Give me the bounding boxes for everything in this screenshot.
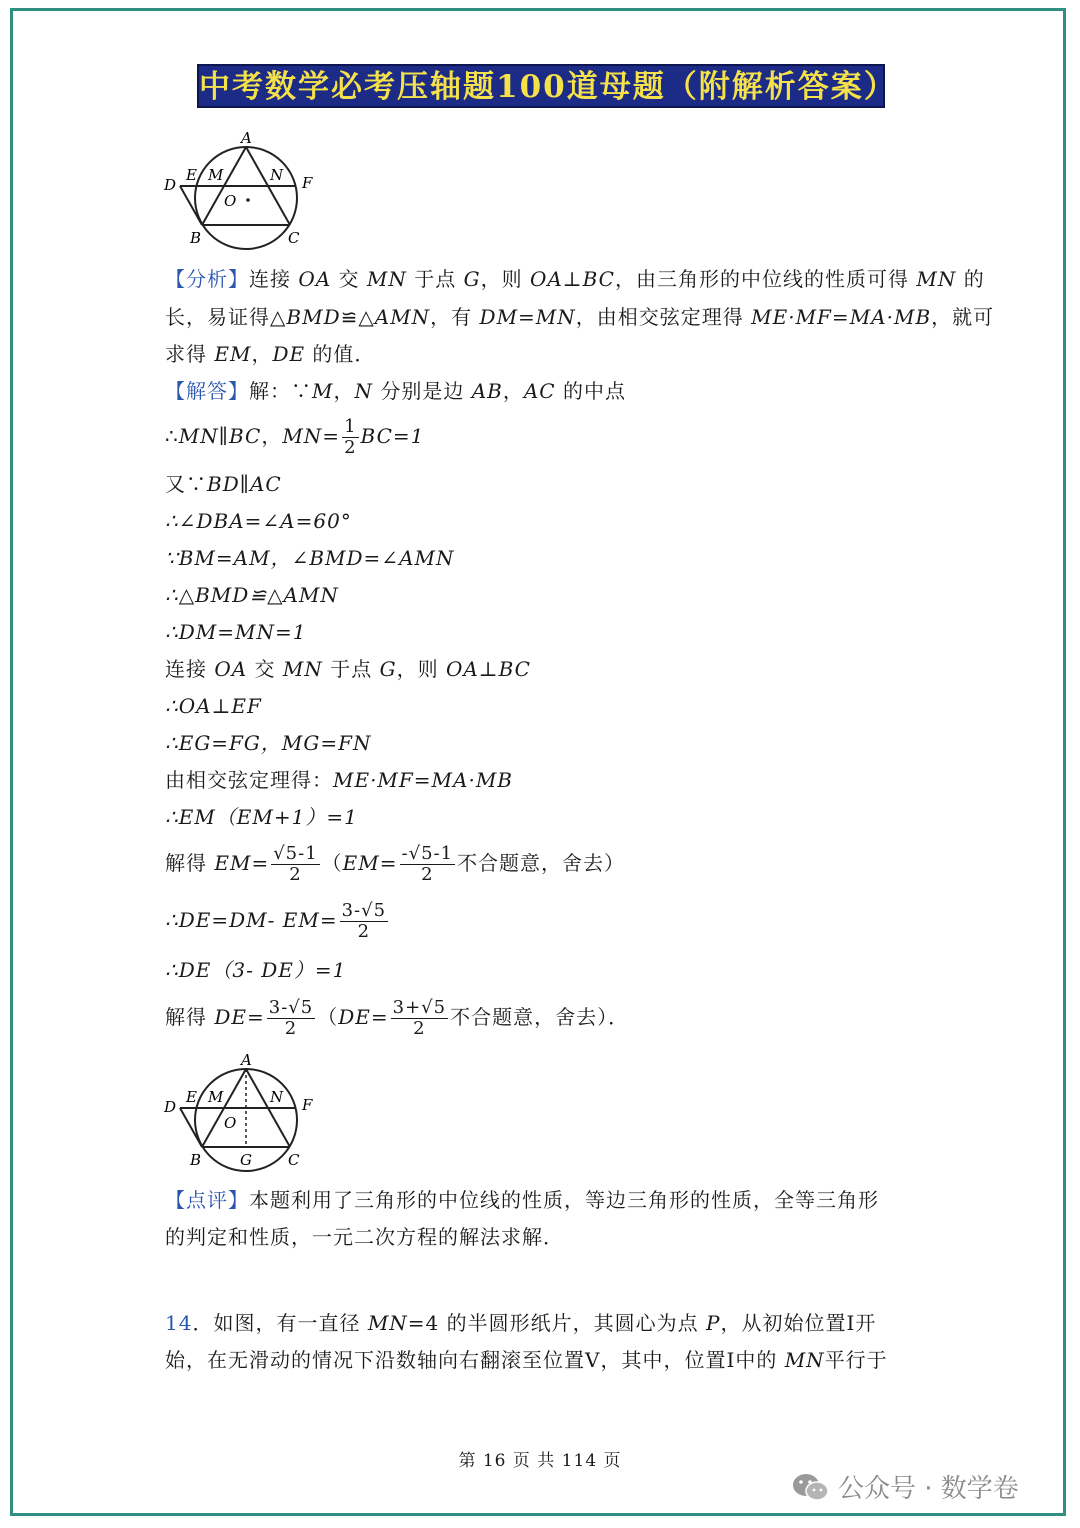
svg-text:M: M <box>208 1088 224 1106</box>
circle-o <box>195 147 297 249</box>
label-c: C <box>288 229 300 247</box>
geometry-figure-1 <box>160 128 330 253</box>
solution-line-15: ∴DE（3- DE）=1 <box>165 958 347 982</box>
label-n: N <box>270 166 284 184</box>
label-e: E <box>186 166 197 184</box>
solution-line-5: ∵BM=AM，∠BMD=∠AMN <box>165 546 455 570</box>
comment-tag: 【点评】 <box>165 1188 249 1212</box>
solution-line-10: ∴EG=FG，MG=FN <box>165 731 372 755</box>
label-m: M <box>208 166 224 184</box>
analysis-line-2: 长，易证得△BMD≌△AMN，有 DM=MN，由相交弦定理得 ME·MF=MA·MB，就可 <box>165 305 995 329</box>
svg-text:E: E <box>186 1088 197 1106</box>
svg-text:F: F <box>302 1096 313 1114</box>
svg-text:A: A <box>241 1051 252 1069</box>
solution-line-9: ∴OA⊥EF <box>165 694 262 718</box>
page-number: 第 16 页 共 114 页 <box>458 1451 622 1471</box>
analysis-line-1: 【分析】连接 OA 交 MN 于点 G，则 OA⊥BC，由三角形的中位线的性质可得 MN 的 <box>165 267 985 291</box>
segment-bd <box>180 186 202 225</box>
solution-line-8: 连接 OA 交 MN 于点 G，则 OA⊥BC <box>165 657 531 681</box>
analysis-tag: 【分析】 <box>165 267 249 291</box>
problem-14-line-1: 14．如图，有一直径 MN=4 的半圆形纸片，其圆心为点 P，从初始位置Ⅰ开 <box>165 1311 877 1335</box>
svg-text:N: N <box>270 1088 284 1106</box>
solution-line-12: ∴EM（EM+1）=1 <box>165 805 358 829</box>
fraction-half: $\frac{1}{2}$ <box>344 416 357 458</box>
solution-line-7: ∴DM=MN=1 <box>165 620 307 644</box>
solution-line-14: ∴DE=DM- EM= $\frac{3-√5}{2}$ <box>165 900 387 942</box>
page-title-banner: 中考数学必考压轴题100道母题（附解析答案） <box>197 64 885 108</box>
solution-line-16: 解得 DE= $\frac{3-√5}{2}$ （DE= $\frac{3+√5}{2}$ 不合题意，舍去）． <box>165 997 630 1039</box>
solution-line-3: 又∵BD∥AC <box>165 472 282 496</box>
problem-14-line-2: 始，在无滑动的情况下沿数轴向右翻滚至位置Ⅴ，其中，位置Ⅰ中的 MN平行于 <box>165 1348 888 1372</box>
label-o: O <box>224 192 237 210</box>
watermark <box>790 1468 1019 1505</box>
svg-text:G: G <box>240 1151 252 1169</box>
wechat-icon <box>790 1471 830 1503</box>
analysis-line-3: 求得 EM，DE 的值． <box>165 342 376 366</box>
solution-line-6: ∴△BMD≌△AMN <box>165 583 339 607</box>
solution-line-4: ∴∠DBA=∠A=60° <box>165 509 352 533</box>
center-dot <box>246 198 250 202</box>
svg-text:C: C <box>288 1151 300 1169</box>
solution-tag: 【解答】 <box>165 379 249 403</box>
problem-number: 14 <box>165 1311 193 1335</box>
comment-line-2: 的判定和性质，一元二次方程的解法求解． <box>165 1225 564 1249</box>
fraction-em-rejected: $\frac{-√5-1}{2}$ <box>401 843 454 885</box>
geometry-figure-2 <box>160 1050 330 1175</box>
label-d: D <box>164 176 177 194</box>
solution-line-13: 解得 EM= $\frac{√5-1}{2}$ （EM= $\frac{-√5-1}{2}$ 不合题意，舍去） <box>165 843 626 885</box>
label-b: B <box>190 229 202 247</box>
solution-line-11: 由相交弦定理得：ME·MF=MA·MB <box>165 768 514 792</box>
solution-line-1: 【解答】解：∵M，N 分别是边 AB，AC 的中点 <box>165 379 626 403</box>
label-a: A <box>241 129 252 147</box>
label-f: F <box>302 174 313 192</box>
svg-text:B: B <box>190 1151 202 1169</box>
watermark-text: 公众号 · 数学卷 <box>838 1474 1019 1504</box>
fraction-de-value: $\frac{3-√5}{2}$ <box>341 900 387 942</box>
fraction-em-root: $\frac{√5-1}{2}$ <box>273 843 318 885</box>
svg-text:O: O <box>224 1114 237 1132</box>
solution-line-2: ∴MN∥BC，MN= $\frac{1}{2}$ BC=1 <box>165 416 425 458</box>
comment-line-1: 【点评】本题利用了三角形的中位线的性质，等边三角形的性质，全等三角形 <box>165 1188 879 1212</box>
fraction-de-root: $\frac{3-√5}{2}$ <box>268 997 314 1039</box>
svg-text:D: D <box>164 1098 177 1116</box>
fraction-de-rejected: $\frac{3+√5}{2}$ <box>392 997 447 1039</box>
